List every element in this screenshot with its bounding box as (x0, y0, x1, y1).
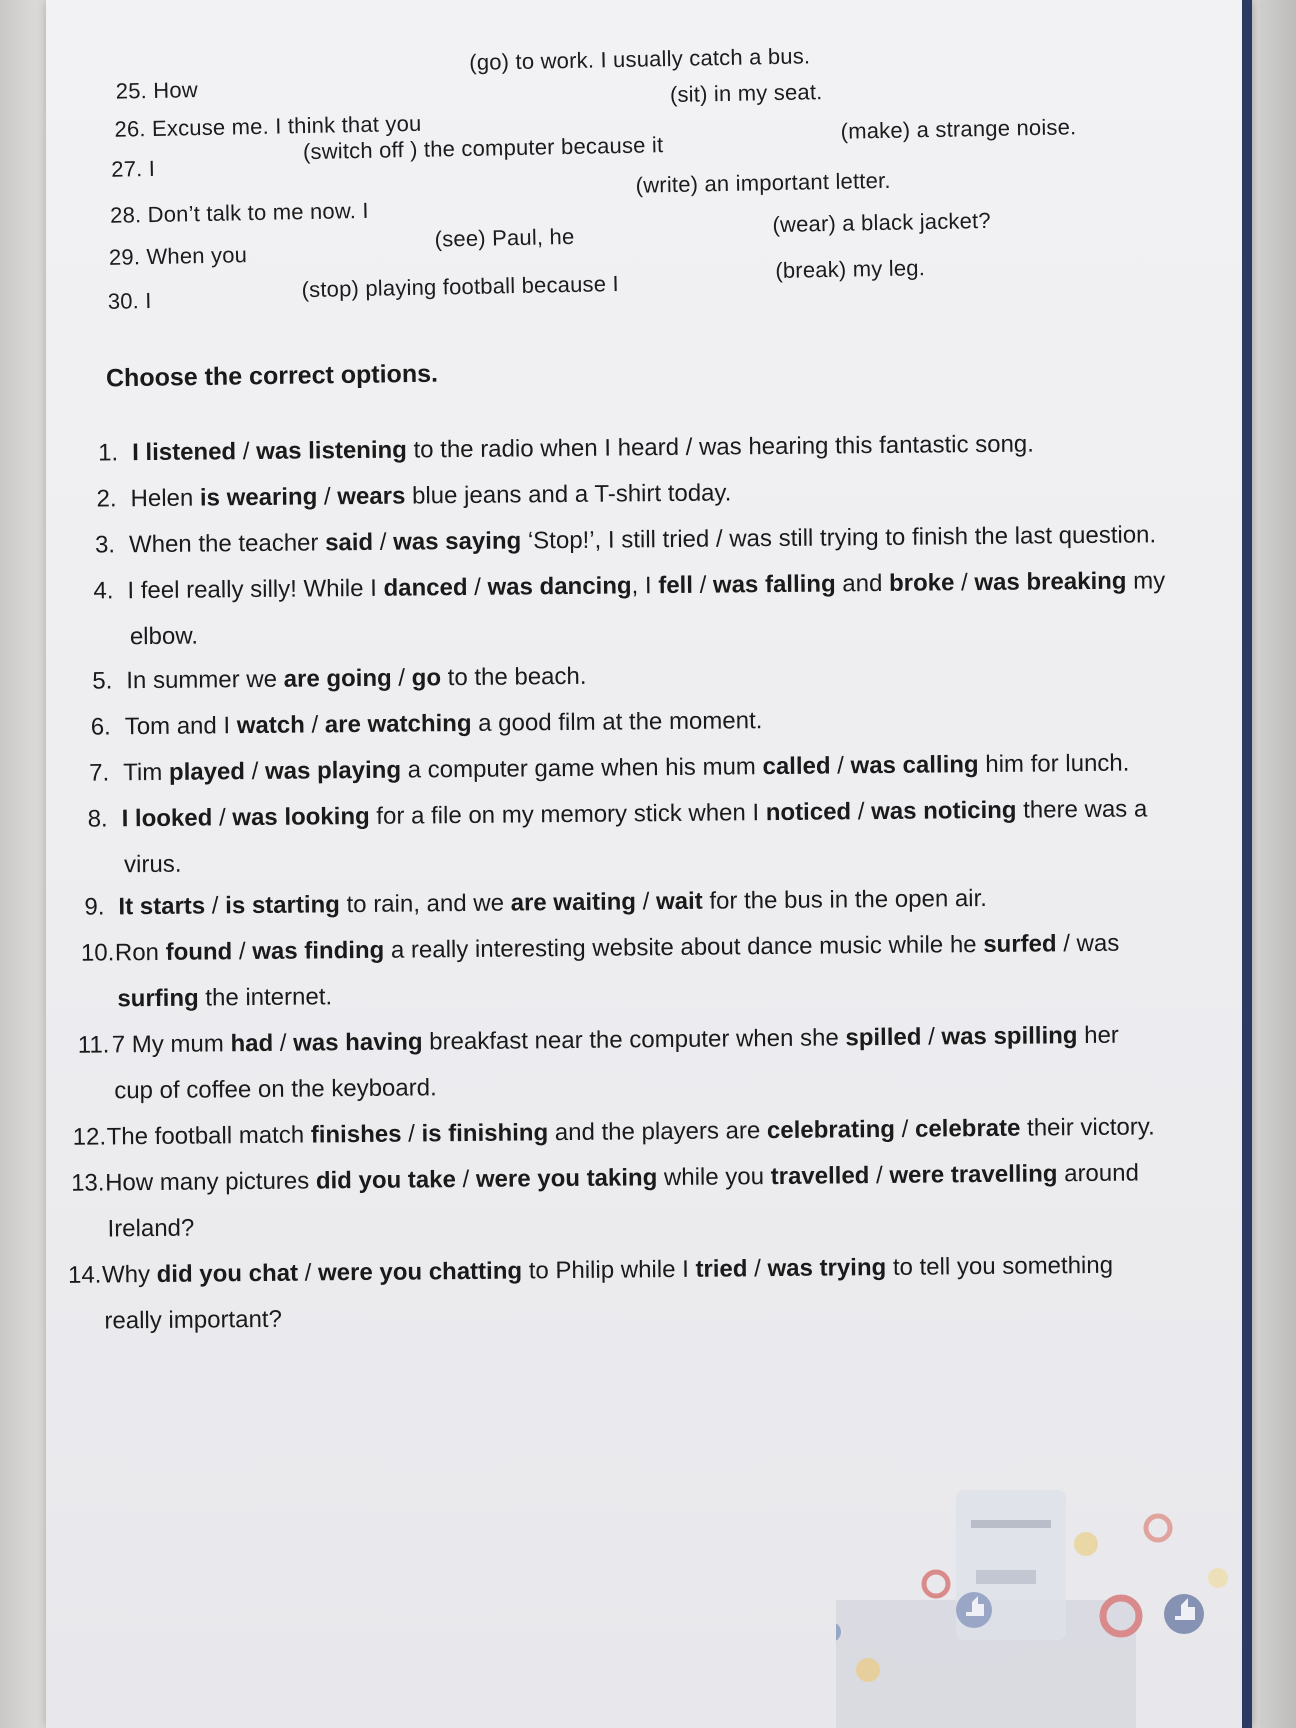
option-choice: had (230, 1029, 274, 1058)
item-number: 14. (67, 1261, 102, 1289)
option-item-14-continued (104, 1306, 282, 1336)
item-text: a good film at the moment. (471, 707, 763, 737)
gap-item-30-verb: (stop) playing football because I (301, 271, 620, 303)
item-text: a computer game when his mum (400, 753, 763, 784)
option-choice: did you take (315, 1166, 457, 1195)
item-text: / (747, 1255, 768, 1283)
item-text: elbow. (129, 622, 199, 651)
option-choice: were you taking (475, 1164, 658, 1193)
item-lead: Excuse me. I think that you (151, 110, 422, 141)
gap-item-25-verb: (go) to work. I usually catch a bus. (469, 43, 811, 75)
option-choice: were you chatting (317, 1257, 523, 1287)
option-choice: surfing (117, 984, 199, 1013)
option-choice: is starting (225, 891, 341, 920)
option-item-1 (98, 431, 1034, 468)
option-choice: finishes (310, 1120, 402, 1149)
item-number: 13. (71, 1169, 105, 1197)
option-choice: wait (655, 887, 703, 916)
option-choice: was dancing (487, 572, 632, 601)
item-number: 29. (108, 244, 141, 270)
option-choice: did you chat (156, 1259, 299, 1288)
option-choice: was saying (393, 527, 522, 556)
item-text: / (212, 804, 233, 832)
option-item-7 (89, 750, 1129, 788)
item-text: / (830, 752, 851, 780)
option-choice: I looked (121, 804, 213, 833)
item-text: In summer we (126, 665, 284, 695)
gap-item-28 (110, 198, 369, 229)
option-choice: said (324, 528, 374, 557)
item-text: him for lunch. (978, 749, 1130, 779)
option-item-10-continued (117, 983, 332, 1013)
item-text: How many pictures (105, 1167, 317, 1197)
gap-item-28-verb: (write) an important letter. (635, 167, 891, 198)
item-text: / (391, 664, 412, 692)
item-text: Ron (114, 938, 166, 967)
item-lead: When you (146, 242, 248, 270)
item-number: 26. (114, 116, 146, 142)
option-choice: was listening (256, 436, 407, 465)
gap-item-27-tail: (make) a strange noise. (840, 114, 1077, 144)
option-item-2 (96, 479, 731, 513)
item-text: breakfast near the computer when she (422, 1024, 846, 1056)
option-choice: was noticing (871, 796, 1017, 826)
item-text: Why (101, 1260, 157, 1289)
item-text: , I (631, 572, 659, 600)
item-text: / (244, 757, 266, 786)
option-choice: celebrate (914, 1114, 1021, 1143)
item-text: / (232, 938, 253, 966)
worksheet-page (46, 0, 1252, 1728)
item-number: 27. (111, 156, 143, 182)
gap-item-30 (108, 288, 152, 315)
option-choice: was playing (264, 756, 402, 785)
item-text: my (1126, 567, 1166, 595)
item-text: / (869, 1161, 890, 1190)
option-item-13-continued (107, 1215, 194, 1244)
option-item-11-continued (114, 1074, 437, 1105)
item-number: 4. (93, 577, 114, 605)
item-text: to tell you something (886, 1251, 1114, 1281)
item-number: 28. (109, 202, 142, 228)
option-choice: found (165, 938, 233, 966)
social-media-illustration (836, 1480, 1252, 1728)
item-lead: I (145, 288, 152, 314)
gap-item-27 (111, 156, 155, 183)
option-item-3 (95, 521, 1156, 559)
option-item-12 (73, 1113, 1155, 1151)
option-choice: was falling (712, 570, 836, 599)
option-item-9 (84, 885, 987, 922)
choose-options-exercise (46, 428, 1246, 1335)
item-text: Tim (123, 758, 170, 787)
item-text: blue jeans and a T-shirt today. (405, 479, 732, 510)
option-choice: tried (695, 1255, 748, 1283)
gap-item-26-verb: (sit) in my seat. (669, 79, 823, 108)
item-text: I feel really silly! While I (127, 574, 384, 605)
item-text: When the teacher (128, 529, 326, 559)
option-choice: are watching (324, 709, 472, 739)
item-number: 9. (84, 893, 105, 921)
option-choice: was breaking (974, 567, 1127, 597)
option-choice: were travelling (889, 1160, 1058, 1189)
item-text: / was (1056, 929, 1120, 958)
option-choice: danced (383, 573, 468, 602)
item-text: their victory. (1020, 1113, 1155, 1142)
option-choice: travelled (770, 1162, 870, 1191)
item-text: ‘Stop!’, I still tried / was still trying to finish the last question. (521, 521, 1157, 555)
item-text: / (317, 483, 338, 511)
item-text: really important? (104, 1305, 283, 1335)
item-number: 7. (89, 759, 110, 787)
like-icon (1164, 1594, 1204, 1634)
item-text: her (1077, 1021, 1119, 1050)
section-title: Choose the correct options. (105, 359, 439, 393)
item-number: 12. (72, 1123, 107, 1151)
option-item-5 (92, 663, 586, 696)
item-text: / (921, 1023, 942, 1051)
item-lead: I (148, 155, 156, 182)
option-choice: fell (658, 571, 694, 600)
option-choice: was finding (252, 936, 385, 966)
option-choice: broke (888, 569, 955, 597)
item-number: 8. (87, 805, 108, 833)
item-text: Helen (130, 484, 201, 513)
item-text: to rain, and we (339, 889, 511, 919)
gap-item-29-tail: (wear) a black jacket? (772, 207, 992, 238)
item-text: and the players are (548, 1117, 768, 1147)
option-choice: celebrating (766, 1115, 896, 1145)
option-choice: called (762, 752, 831, 781)
option-choice: was spilling (941, 1022, 1078, 1051)
item-text: there was a (1016, 795, 1148, 824)
item-text: The football match (106, 1121, 311, 1151)
item-text: to the radio when I heard / was hearing this fantastic song. (406, 430, 1035, 464)
gap-item-29-verb: (see) Paul, he (434, 223, 575, 252)
option-item-6 (91, 707, 763, 741)
item-number: 25. (115, 78, 148, 104)
item-text: 7 My mum (111, 1030, 231, 1059)
item-text: / (304, 711, 325, 739)
option-choice: It starts (118, 892, 206, 921)
option-choice: are going (283, 664, 392, 693)
option-choice: surfed (983, 930, 1057, 959)
option-choice: was trying (767, 1253, 887, 1283)
item-text: for the bus in the open air. (702, 884, 988, 915)
item-text: a really interesting website about dance music while he (384, 931, 984, 964)
item-text: and (835, 569, 890, 598)
option-choice: wears (337, 482, 406, 511)
item-text: around (1057, 1159, 1140, 1188)
item-number: 11. (77, 1031, 110, 1059)
item-number: 30. (107, 288, 140, 314)
item-number: 3. (94, 531, 116, 559)
backdrop-right (1260, 0, 1296, 1728)
item-text: Tom and I (124, 712, 237, 741)
option-choice: I listened (131, 438, 237, 467)
option-choice: is wearing (199, 483, 318, 512)
item-text: / (894, 1115, 916, 1143)
option-choice: was looking (232, 802, 370, 832)
item-text: / (236, 437, 257, 466)
item-text: cup of coffee on the keyboard. (114, 1074, 437, 1105)
option-choice: go (411, 664, 442, 692)
item-text: to the beach. (440, 662, 587, 692)
item-text: while you (657, 1163, 771, 1192)
option-item-4 (93, 567, 1165, 605)
option-choice: watch (236, 711, 305, 740)
option-choice: noticed (765, 798, 852, 827)
item-number: 2. (96, 485, 117, 513)
item-text: to Philip while I (521, 1255, 696, 1285)
option-choice: spilled (845, 1023, 922, 1052)
like-icon (956, 1592, 992, 1628)
option-choice: are waiting (510, 888, 637, 917)
item-text: / (635, 888, 657, 916)
option-item-14 (68, 1252, 1113, 1290)
item-text: for a file on my memory stick when I (369, 799, 766, 830)
option-item-13 (71, 1160, 1139, 1198)
item-lead: How (153, 77, 199, 103)
option-item-4-continued (130, 623, 198, 652)
item-text: virus. (123, 850, 182, 879)
item-number: 5. (92, 667, 113, 695)
option-choice: played (168, 758, 246, 786)
item-number: 1. (97, 439, 119, 467)
option-item-8 (88, 795, 1148, 833)
option-choice: was having (293, 1028, 423, 1057)
gap-item-29 (109, 242, 248, 271)
item-text: / (401, 1120, 422, 1148)
item-text: / (297, 1259, 319, 1287)
item-number: 10. (80, 939, 115, 967)
item-text: / (851, 798, 872, 826)
item-text: the internet. (198, 983, 333, 1012)
item-text: / (205, 892, 226, 920)
item-lead: Don’t talk to me now. I (147, 197, 369, 228)
option-item-8-continued (124, 851, 182, 880)
gap-fill-exercise (46, 0, 1252, 320)
gap-item-27-verb: (switch off ) the computer because it (302, 132, 664, 165)
gap-item-30-tail: (break) my leg. (775, 255, 926, 284)
item-text: / (692, 571, 714, 599)
item-text: / (467, 573, 488, 601)
option-item-10 (81, 930, 1120, 968)
item-number: 6. (90, 713, 111, 741)
item-text: / (954, 569, 975, 597)
option-choice: was calling (850, 751, 979, 780)
item-text: / (455, 1165, 477, 1194)
item-text: / (273, 1029, 294, 1057)
item-text: / (373, 528, 394, 556)
option-item-11 (78, 1022, 1119, 1060)
option-choice: is finishing (421, 1119, 549, 1148)
gap-item-25 (116, 77, 199, 105)
item-text: Ireland? (107, 1214, 195, 1243)
